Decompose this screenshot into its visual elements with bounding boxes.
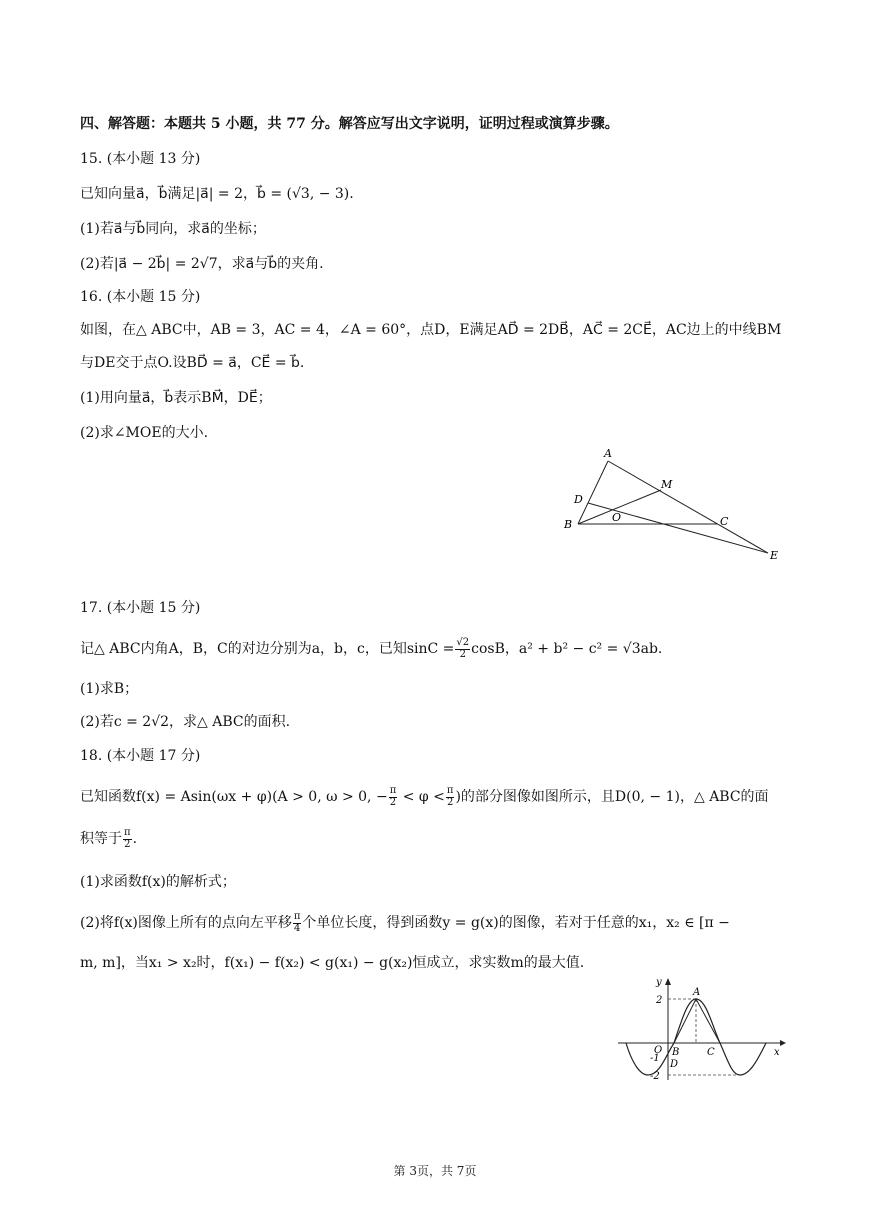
q17-stem-pre: 记△ ABC内角A，B，C的对边分别为a，b，c，已知sinC =	[80, 641, 455, 657]
q18-stem-line2-post: .	[132, 831, 138, 847]
q18-frac2-num: π	[446, 785, 454, 796]
q17-part1: (1)求B；	[80, 681, 139, 697]
q18-frac3-num: π	[124, 827, 131, 838]
q17-stem-post: cosB，a² + b² − c² = √3ab.	[471, 641, 663, 657]
q18-fraction-3	[123, 828, 132, 850]
graph-label-b: B	[672, 1047, 680, 1058]
q15-title: 15. (本小题 13 分)	[80, 151, 201, 167]
q18-part2-fraction	[293, 912, 302, 934]
q18-frac1-den: 2	[389, 796, 397, 808]
q16-triangle-figure	[560, 445, 790, 565]
q15-part1: (1)若a⃗与b⃗同向，求a⃗的坐标；	[80, 221, 266, 237]
graph-label-two: 2	[656, 995, 663, 1006]
graph-label-neg-one: -1	[650, 1053, 660, 1064]
q18-fraction-2	[446, 786, 455, 808]
q17-fraction	[455, 638, 470, 660]
q18-frac2-den: 2	[446, 796, 454, 808]
graph-label-neg-two: -2	[650, 1071, 660, 1082]
q16-stem-line2: 与DE交于点O.设BD⃗ = a⃗，CE⃗ = b⃗.	[80, 355, 305, 371]
label-o: O	[612, 511, 622, 524]
label-d: D	[574, 493, 583, 506]
q17-title: 17. (本小题 15 分)	[80, 600, 201, 616]
q18-part2-frac-num: π	[293, 911, 301, 922]
q16-part1: (1)用向量a⃗，b⃗表示BM⃗，DE⃗；	[80, 390, 272, 406]
q18-fraction-1	[389, 786, 398, 808]
x-axis-arrow	[780, 1040, 786, 1046]
q18-stem-line1-pre: 已知函数f(x) = Asin(ωx + φ)(A > 0, ω > 0, −	[80, 789, 388, 805]
q18-stem-line1-post: )的部分图像如图所示，且D(0, − 1)，△ ABC的面	[455, 789, 769, 805]
segment-ae	[608, 461, 768, 553]
q18-frac1-num: π	[389, 785, 397, 796]
graph-label-c: C	[707, 1047, 715, 1058]
label-m: M	[661, 478, 673, 491]
q18-stem-line2	[80, 828, 137, 850]
graph-label-d: D	[670, 1059, 679, 1070]
q17-part2: (2)若c = 2√2，求△ ABC的面积.	[80, 714, 291, 730]
q17-frac-num: √2	[456, 637, 470, 648]
q18-stem-line1	[80, 786, 769, 808]
label-e: E	[770, 549, 779, 562]
label-b: B	[564, 518, 573, 531]
q18-part2-post: 个单位长度，得到函数y = g(x)的图像，若对于任意的x₁，x₂ ∈ [π −	[302, 915, 730, 931]
q17-stem	[80, 638, 662, 660]
q15-part2: (2)若|a⃗ − 2b⃗| = 2√7，求a⃗与b⃗的夹角.	[80, 256, 324, 272]
q17-frac-den: 2	[459, 648, 466, 660]
q16-stem-line1: 如图，在△ ABC中，AB = 3，AC = 4，∠A = 60°，点D，E满足AD⃗ = 2DB⃗，AC⃗ = 2CE⃗，AC边上的中线BM	[80, 322, 782, 338]
q18-part2-line1	[80, 912, 730, 934]
y-axis-arrow	[665, 978, 671, 985]
q18-stem-line1-mid: < φ <	[398, 789, 445, 805]
q18-part1: (1)求函数f(x)的解析式；	[80, 874, 236, 890]
q16-part2: (2)求∠MOE的大小.	[80, 425, 209, 441]
q18-part2-line2: m, m]，当x₁ > x₂时，f(x₁) − f(x₂) < g(x₁) − g(x₂)恒成立，求实数m的最大值.	[80, 955, 585, 971]
q18-sine-graph	[610, 975, 790, 1085]
graph-label-x: x	[774, 1047, 780, 1058]
q18-part2-frac-den: 4	[293, 922, 301, 934]
q18-part2-pre: (2)将f(x)图像上所有的点向左平移	[80, 915, 292, 931]
graph-label-a: A	[693, 987, 701, 998]
q15-stem: 已知向量a⃗，b⃗满足|a⃗| = 2，b⃗ = (√3, − 3).	[80, 186, 354, 202]
section-header: 四、解答题：本题共 5 小题，共 77 分。解答应写出文字说明，证明过程或演算步骤。	[80, 116, 619, 132]
page-footer: 第 3页，共 7页	[393, 1164, 477, 1178]
graph-label-y: y	[656, 977, 662, 988]
q18-title: 18. (本小题 17 分)	[80, 748, 201, 764]
q18-stem-line2-pre: 积等于	[80, 831, 122, 847]
graph-label-o: O	[654, 1045, 663, 1056]
q16-title: 16. (本小题 15 分)	[80, 289, 201, 305]
label-c: C	[720, 515, 729, 528]
label-a: A	[604, 447, 612, 460]
q18-frac3-den: 2	[124, 838, 131, 850]
